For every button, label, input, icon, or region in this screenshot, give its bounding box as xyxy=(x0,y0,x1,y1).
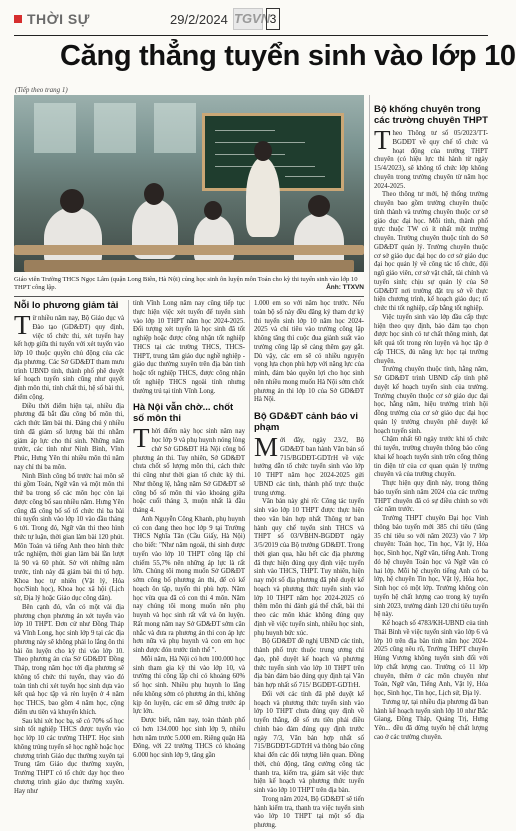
section-name: THỜI SỰ xyxy=(27,11,90,27)
article-column-1 xyxy=(14,300,124,795)
student-desk xyxy=(24,260,354,272)
paragraph: Được biết, năm nay, toàn thành phố có hơn 134.000 học sinh lớp 9, nhiều hơn năm trước 5.000 em. Riêng quận Hà Đông, với 22 trường THCS có khoảng 6.000 học sinh lớp 9, tăng gần xyxy=(133,717,245,759)
paragraph: Bên cạnh đó, vẫn có một vài địa phương chọn phương án xét tuyển vào lớp 10 THPT. Đơn cử như Đồng Tháp và Vĩnh Long, học sinh lớp 9 tại các địa phương này sẽ không phải lo lắng ôn thi bài ôn luyện cho kỳ thi vào lớp 10. Theo phương án của Sở GD&ĐT Đồng Tháp, trong năm học tới địa phương sẽ không tổ chức thi tuyển, thay vào đó toàn tỉnh chỉ xét tuyển học sinh dựa vào kết quả học tập và rèn luyện ở 4 năm học THCS, bao gồm 4 năm học, cộng điểm ưu tiên và khuyến khích. xyxy=(14,603,124,716)
paragraph: Theo thông tư mới, hệ thống trường chuyên bao gồm trường chuyên thuộc tỉnh thành và trường chuyên thuộc cơ sở giáo dục đại học. Mỗi tỉnh, thành phố trực thuộc TW có ít nhất một trường chuyên. Trường chuyên thuộc tỉnh do Sở GD&ĐT quản lý. Trường chuyên thuộc cơ sở giáo dục đại học do cơ sở giáo dục đại học quản lý về công tác tổ chức, đội ngũ giáo viên, cơ sở vật chất, tài chính và tuyển sinh; chịu sự quản lý của Sở GD&ĐT nơi trường đặt trụ sở về thực hiện chương trình, kế hoạch giáo dục; tổ chức thi tốt nghiệp, cấp bằng tốt nghiệp. xyxy=(374,191,488,312)
paragraph: Theo Thông tư số 05/2023/TT-BGDĐT về quy chế tổ chức và hoạt động của trường THPT chuyên (có hiệu lực thi hành từ ngày 15/4/2023), sẽ không tổ chức lớp không chuyên trong trường chuyên từ năm học 2024-2025. xyxy=(374,125,488,190)
paragraph: 1.000 em so với năm học trước. Nếu toàn bộ số này đều đăng ký tham dự kỳ thi tuyển sinh lớp 10 năm học 2024-2025 và chỉ tiêu vào trường công lập không tăng thì cuộc đua giành suất vào trường công lập sẽ càng thêm gay gắt. Dù vậy, các em sẽ có nhiều nguyện vọng lựa chọn phù hợp với năng lực của mình, đảm bảo quyền lợi cho học sinh nên nhiều mong muốn Hà Nội sớm chốt phương án thi lớp 10 của Sở GD&ĐT Hà Nội. xyxy=(254,300,364,404)
paragraph: Văn bản này ghi rõ: Công tác tuyển sinh vào lớp 10 THPT được thực hiện theo văn bản hợp nhất Thông tư ban hành quy chế tuyển sinh THCS và THPT số 03/VBHN-BGDĐT ngày 3/5/2019 của Bộ trưởng GD&ĐT. Trong thời gian qua, hầu hết các địa phương đã thực hiện đúng quy định việc tuyển sinh vào THCS, THPT. Tuy nhiên, hiện nay một số địa phương đã phê duyệt kế hoạch và phương thức tuyển sinh vào lớp 10 THPT năm học 2024-2025 có thêm môn thi đánh giá thể chất, bài thi theo các môn khác không đúng quy định về việc tuyển sinh, nhiều học sinh, phụ huynh bức xúc. xyxy=(254,498,364,637)
student-desk xyxy=(14,245,364,255)
article-column-3 xyxy=(254,300,364,829)
paragraph: Thực hiện quy định này, trong thông báo tuyển sinh năm 2024 của các trường THPT chuyên đã có sự điều chỉnh so với các năm trước. xyxy=(374,480,488,514)
newspaper-logo: TGVN xyxy=(233,8,263,30)
photo-caption xyxy=(14,276,364,293)
paragraph: Trong năm 2024, Bộ GD&ĐT sẽ tiến hành kiểm tra, thanh tra việc tuyển sinh vào lớp 10 THPT tại một số địa phương. xyxy=(254,795,364,829)
section-label xyxy=(14,11,90,27)
page-header xyxy=(0,0,500,40)
subhead-specialized-schools: Bộ khống chuyên trong các trường chuyên THPT xyxy=(374,104,488,126)
student-head xyxy=(308,195,330,217)
paragraph: Mỗi năm, Hà Nội có hơn 100.000 học sinh tham gia kỳ thi vào lớp 10, và trường thi công lập chỉ có khoảng 60% số học sinh. Nhiều phụ huynh lo lắng nếu không sớm có phương án thi, không kịp ôn luyện, các em sẽ đứng trước áp lực lớn. xyxy=(133,655,245,716)
page-number: 3 xyxy=(266,8,280,30)
paragraph: Kế hoạch số 4783/KH-UBND của tỉnh Thái Bình về việc tuyển sinh vào lớp 6 và lớp 10 trên địa bàn tỉnh năm học 2024-2025 cũng nêu rõ, Trường THPT chuyên Hùng Vương không tuyển sinh đối với lớp chất lượng cao. Trường có 11 lớp chuyên, thêm ở các môn chuyên như Toán, Ngữ văn, Tiếng Anh, Vật lý, Hóa học, Sinh học, Tin học, Lịch sử, Địa lý. xyxy=(374,620,488,697)
paragraph: Tương tự, tại nhiều địa phương đã ban hành kế hoạch tuyển sinh lớp 10 như Bắc Giang, Đồng Tháp, Quảng Trị, Hưng Yên... đều đã dừng tuyển hệ chất lượng cao ở các trường chuyên. xyxy=(374,698,488,741)
subhead-reduce-load: Nỗi lo phương giảm tải xyxy=(14,300,119,311)
paragraph: Anh Nguyễn Công Khanh, phụ huynh có con đang theo học lớp 9 tại Trường THCS Nghĩa Tân (Cầu Giấy, Hà Nội) cho biết: "Như năm ngoái, thi sinh được tuyển vào lớp 10 THPT công lập chỉ chiếm 55,7% nên những áp lực là rất lớn. Chúng tôi mong muốn Sở GD&ĐT sớm công bố phương án thi, để có kế hoạch ôn tập, tuyển thi phù hợp. Năm học vừa qua đã có con thi 4 môn. Năm nay chúng tôi mong muốn nên phụ huynh và học sinh rất vất vả ôn luyện. Rất mong năm nay Sở GD&ĐT sớm cân nhắc và đưa ra phương án thi con áp lực hơn nữa và phụ huynh và con em học sinh được đón trước tình thế ". xyxy=(133,515,245,654)
column-divider xyxy=(249,300,250,770)
student-head xyxy=(60,189,84,213)
subhead-hanoi-waiting: Hà Nội vẫn chờ... chốt số môn thi xyxy=(133,402,234,425)
paragraph: Trường THPT chuyên Đại học Vinh thông báo tuyển mới 385 chỉ tiêu (tăng 35 chỉ tiêu so với năm 2023) vào 7 lớp chuyên: Toán học, Tin học, Vật lý, Hóa học, Sinh học, Ngữ văn, tiếng Anh. Trong đó hệ chuyên Toán học và Ngữ văn có hai lớp. Mỗi hệ chuyên tiếng Anh có ba lớp, hệ chuyên Tin học, Vật lý, Hóa học, Sinh học có một lớp. Trường không còn tuyển hệ chất lượng cao trong kỳ tuyển sinh 2023, trường dành 120 chỉ tiêu tuyển hệ này. xyxy=(374,515,488,619)
paragraph: Mới đây, ngày 23/2, Bộ GD&ĐT ban hành Văn bản số 715/BGDĐT-GDTrH về việc hướng dẫn tổ chức tuyển sinh vào lớp 10 THPT năm học 2024-2025 gửi UBND các tỉnh, thành phố trực thuộc trung ương. xyxy=(254,432,364,497)
subhead-ministry-warning: Bộ GD&ĐT cảnh báo vi phạm xyxy=(254,411,358,433)
caption-text: Giáo viên Trường THCS Ngọc Lâm (quận Long Biên, Hà Nội) củng học sinh ôn luyện môn Toán cho kỳ thi tuyển sinh vào lớp 10 THPT công lập. xyxy=(14,276,358,292)
column-rule xyxy=(14,296,364,297)
headline: Căng thẳng tuyển sinh vào lớp 10 xyxy=(60,40,516,72)
continued-note: (Tiếp theo trang 1) xyxy=(15,86,68,94)
column-divider xyxy=(128,300,129,770)
article-column-2 xyxy=(133,300,245,772)
section-marker-icon xyxy=(14,15,22,23)
paragraph: Sau khi xét học bạ, sẽ có 70% số học sinh tốt nghiệp THCS được tuyển vào học lớp 10 các trường THPT. Học sinh không trúng tuyển sẽ học nghề hoặc học chương trình Giáo dục thường xuyên tại Trung tâm Giáo dục thường xuyên, Trường THPT có tổ chức dạy học theo chương trình giáo dục thường xuyên. Hay như xyxy=(14,717,124,795)
classroom-window xyxy=(34,103,76,153)
paragraph: Thời điểm này học sinh năm nay học lớp 9 và phụ huynh nóng lòng chờ Sở GD&ĐT Hà Nội công bố phương án thi. Tuy nhiên, Sở GD&ĐT chưa chốt số lượng môn thi, cách thức thi cũng như thời gian tổ chức kỳ thi. Như thông lệ, hằng năm Sở GD&ĐT sẽ công bố số môn thi vào khoảng giữa hoặc cuối tháng 3, muộn nhất là đầu tháng 4. xyxy=(133,423,245,514)
header-divider xyxy=(14,35,488,36)
column-divider xyxy=(369,95,370,770)
paragraph: Điều thời điểm hiện tại, nhiều địa phương đã bắt đầu công bố môn thi, cách thức lâm bài thi. Đáng chú ý nhiều tỉnh đã giảm số lượng bài thi nhằm giảm áp lực cho thí sinh. Những năm trước, các tỉnh như Ninh Bình, Vĩnh Phúc, Hưng Yên thi nhiều môn thì năm nay chỉ thi ba môn. xyxy=(14,402,124,471)
student-head xyxy=(144,183,164,205)
student-head xyxy=(204,201,222,220)
student-figure xyxy=(194,215,234,265)
paragraph: Đối với các tỉnh đã phê duyệt kế hoạch và phương thức tuyển sinh vào lớp 10 THPT chưa đúng quy định về tuyển thẳng, đề số ưu tiên phải điều chỉnh bảo đảm đúng quy định trước ngày 7/3, Văn bản hợp nhất số 715/BGDĐT-GDTrH và thông báo công khai đến các đối tượng liên quan. Đồng thời, chủ động, tăng cường công tác thanh tra, kiểm tra, giám sát việc thực hiện kế hoạch và phương thức tuyển sinh vào lớp 10 THPT trên địa bàn. xyxy=(254,690,364,794)
paragraph: Chậm nhất 60 ngày trước khi tổ chức thi tuyển, trường chuyên thông báo công khai kế hoạch tuyển sinh trên cổng thông tin điện tử của cơ quan quản lý trường chuyên và của trường chuyên. xyxy=(374,436,488,479)
teacher-figure xyxy=(246,157,280,237)
paragraph: Việc tuyển sinh vào lớp đầu cấp thực hiện theo quy định, bảo đảm tạo chọn được học sinh có tư chất thông minh, đạt kết quả tốt trong rèn luyện và học tập ở cấp THCS, đủ năng lực học tại trường chuyên. xyxy=(374,313,488,365)
photo-credit: Ảnh: TTXVN xyxy=(326,284,364,291)
classroom-window xyxy=(154,103,196,153)
article-photo xyxy=(14,95,364,272)
paragraph: tỉnh Vĩnh Long năm nay cũng tiếp tục thực hiện việc xét tuyển để tuyển sinh vào lớp 10 THPT năm học 2024-2025. Đối tượng xét tuyển là học sinh đã tốt nghiệp hoặc được công nhận tốt nghiệp THCS tại các trường THCS, THCS-THPT, trung tâm giáo dục nghề nghiệp - giáo dục thường xuyên trên địa bàn tỉnh hoặc tốt nghiệp THCS, được công nhận tốt nghiệp THCS ngoài tỉnh nhưng thường trú tại tỉnh Vĩnh Long. xyxy=(133,300,245,395)
classroom-window xyxy=(94,103,136,153)
issue-date: 29/2/2024 xyxy=(170,12,228,27)
paragraph: Ninh Bình công bố trước hai môn sẽ thi gồm Toán, Ngữ văn và một môn thi thứ ba trong số các môn học còn lại được công bố sau nhiều năm. Hưng Yên cũng đã công bố số tổ chức thi ba bài thi tuyển sinh vào lớp 10 vào đầu tháng 6 tới. Trong đó, Ngữ văn thi theo hình thức tự luận, thời gian làm bài 120 phút. Môn Toán và tiếng Anh theo hình thức trắc nghiệm, thời gian làm bài lần lượt là 90 và 60 phút. Sở với những năm trước, tỉnh này đã giảm bài thi tổ hợp. Khoa học tự nhiên (Vật lý, Hóa học/Sinh học), Khoa học xã hội (Lịch sử, Địa lý hoặc Giáo dục công dân). xyxy=(14,472,124,602)
paragraph: Từ nhiều năm nay, Bộ Giáo dục và Đào tạo (GD&ĐT) quy định, việc tổ chức thi, xét tuyển hay kết hợp giữa thi tuyển với xét tuyển vào lớp 10 thuộc quyền chủ động của các địa phương. Các Sở GD&ĐT tham mưu trình UBND tỉnh, thành phố phê duyệt kế hoạch tuyển sinh cũng như quyết định môn thi, tính chất thi, hệ số bài thi, điểm cộng. xyxy=(14,310,124,401)
paragraph: Trường chuyên thuộc tỉnh, hằng năm, Sở GD&ĐT trình UBND cấp tỉnh phê duyệt kế hoạch tuyển sinh của trường. Trường chuyên thuộc cơ sở giáo dục đại học, hằng năm, hiệu trưởng trình hội đồng trường của cơ sở giáo dục đại học quản lý trường chuyên phê duyệt kế hoạch tuyển sinh. xyxy=(374,366,488,435)
teacher-head xyxy=(254,141,272,161)
article-column-4 xyxy=(374,104,488,772)
paragraph: Bộ GD&ĐT đề nghị UBND các tỉnh, thành phố trực thuộc trung ương chỉ đạo, phê duyệt kế hoạch và phương thức tuyển sinh vào lớp 10 THPT trên địa bàn đảm bảo đúng quy định tại Văn bản hợp nhất số 715/ BGDĐT-GDTrH. xyxy=(254,638,364,689)
